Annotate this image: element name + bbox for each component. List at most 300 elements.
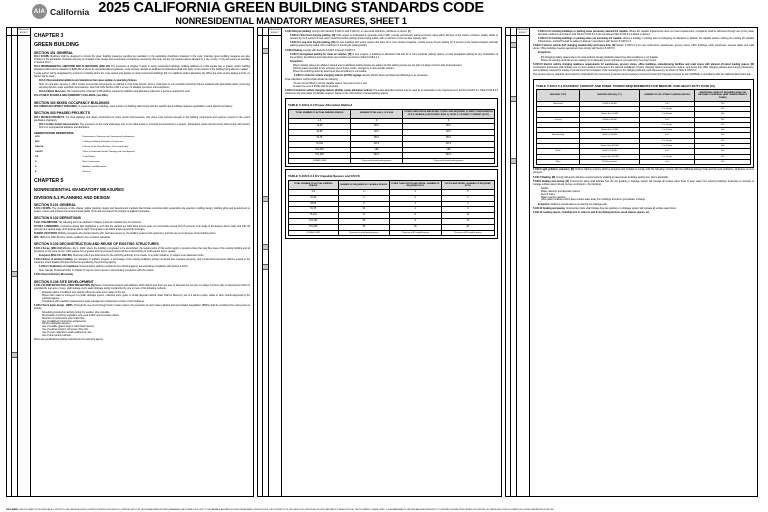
list-item: • Where the enforcing authority determines that compliance is not feasible. (293, 71, 498, 74)
cell-capable: 8 (338, 201, 390, 207)
th-loading-spaces: NUMBER OF OFF-STREET LOADING SPACES (639, 90, 695, 102)
para-5106-5-5 (533, 64, 754, 73)
note-301-3-1: Note: On and after January 1, 2014, certain commercial real property, as defined in Civil Code Section 1101.3, shall have its non-compliant plumbing fixtures replaced with appropriate water conserving plumbing fixtures under specified circumstances. See Civil Code Section 1101.1 et seq. for detailed provisions and exemptions. (39, 84, 250, 90)
column-group-1 (6, 27, 254, 497)
cell-kva: 200 (695, 159, 751, 164)
text-5103-2: For alteration or addition projects, a percentage of the existing building's primary structural and envelope elements, and nonstructural elements shall be reused to the maximum extent feasible and documented as specified by the enforcing agency. (34, 258, 250, 264)
run-in-5106-5-3-4-1: 5.106.5.3.4.1 Existing buildings or parking areas previously deemed EV capable. (538, 31, 629, 34)
cell-loading: 1 or Greater (639, 154, 695, 159)
table-power-caption: TABLE 5.106.5.3.4 Power Allocation Method (288, 102, 353, 107)
cell-loading: 3 or Greater (639, 107, 695, 112)
masthead (6, 2, 762, 26)
list-item: • Retention basins of sufficient size shall be utilized to retain storm water on the site. (42, 292, 250, 295)
run-in-301-4: 301.4 PUBLIC SCHOOLS AND COMMUNITY COLLEGES. (see DSA) (34, 95, 108, 98)
run-in-5106-4: 5.106.4 Bicycle parking. (285, 31, 312, 34)
cell-config: 82.5 (402, 130, 494, 136)
list-item: • Water retention gardens (541, 197, 754, 200)
rail-head-c-2: REVISION / EFFECT (269, 28, 281, 36)
list-exceptions-col2 (293, 65, 498, 74)
run-in-5103-1: 5.103.1 Scope. [BSC-CG] (34, 247, 62, 250)
cell-capable: 13 (338, 207, 390, 213)
text-301-3-2: The requirements of Section 5.408 shall be required for additions and alterations whenever a permit is required for work. (66, 91, 191, 94)
cell-spaces: 101-150 (289, 147, 351, 153)
cell-kva: 400 (695, 107, 751, 112)
table-power-allocation (288, 109, 495, 165)
cell-size: Greater than 50,000 (580, 112, 640, 117)
th-required-ev-capable: NUMBER OF REQUIRED EV CAPABLE SPACES (338, 181, 390, 190)
rail-c-3 (517, 28, 530, 496)
cell-other: 4 (390, 207, 442, 213)
cell-spaces: 151-200 (289, 224, 339, 230)
cell-loading: 3 or Greater (639, 138, 695, 143)
th-additional-capacity: ADDITIONAL CAPACITY REQUIRED (KVA) FOR RACEWAY & SUBPANEL (AND TRANSFORMER IF FUSED) (695, 90, 751, 102)
table-row (289, 159, 495, 164)
title-block (98, 1, 484, 26)
heading-section-5101: SECTION 5.101 GENERAL (34, 202, 77, 207)
abbr-key: E (35, 171, 37, 174)
run-in-def-1: CUTOFF LUMINAIRES. (34, 225, 60, 228)
run-in-5106-4-1: 5.106.4.1 Short-term bicycle parking. [N] (290, 35, 336, 38)
text-5103-2-1: Documentation shall be provided to the enforcing agency demonstrating compliance with Section 5.103.2. (79, 265, 189, 268)
list-item: • Preservation of existing vegetation, soil, seed buffers around surface waters. (42, 315, 250, 318)
cell-kva: 200 (695, 117, 751, 122)
text-303-1: For shell buildings and others constructed for future tenant improvements, only those code sections relevant to the building components and systems covered in the permit application shall apply. (34, 116, 250, 122)
text-def-1: Luminaires whose light distribution is such that the candela per 1000 lamp lumens does not numerically exceed 25 (2.5 percent) at an angle of 90 degrees above nadir, and 100 (10 percent) at a vertical angle of 80 degrees above nadir. This applies to all lateral angles around the luminaire. (34, 225, 250, 231)
text-5106-7: Comply with local ordinance requirements for shading of paved areas including parking lots, where applicable. (555, 176, 670, 179)
cell-office: 4 (441, 207, 494, 213)
list-5106-2 (42, 312, 250, 338)
rail-head-a-2 (258, 28, 262, 36)
list-item: • You are not permitted to use EV capable spaces, low power Level 2, and (293, 83, 498, 86)
cell-size: 20,000 or Greater (580, 159, 640, 164)
cell-type: Office (537, 159, 580, 164)
cell-kva: 112.5 (350, 141, 402, 147)
cell-spaces: 10-25 (289, 124, 351, 130)
text-5106-5-5: Construction documents shall indicate one or more locations convenient to the planned installation of future charging stations reserved for medium- and heavy-duty (MD) charging cabinets and charging dispensers, and a pathway reserved for routing of conduit from the termination of the raceway(s) to the charging cabinet(s) and dispenser(s), as shown in Table 5.106.5.5.1. (533, 66, 754, 72)
cell-kva: 85.0 (350, 135, 402, 141)
run-in-5106-12: 5.106.12 Loading spaces, including turn or return to and from planting buttons, wood cleaner spaces, etc. (533, 211, 650, 214)
cell-config: 10 percent of actual parking spaces (402, 159, 494, 164)
cell-spaces: 201 AND OVER (289, 230, 339, 235)
cell-loading: 1 or Greater (639, 112, 695, 117)
abbr-key: CB (35, 156, 39, 159)
text-5103-1-exc: Structures which are determined by the enforcing authority to be unsafe, or a public nuisance, or subject to an abatement order. (72, 254, 205, 257)
para-5106-7 (533, 177, 754, 180)
cell-office: 2 (441, 195, 494, 201)
text-301-3: The provisions of Chapter 5 apply to newly constructed buildings, building additions of 1,000 square feet or greater, and/or building alterations with a permit valuation of $200,000 or above for nonresidential occupancies. Code sections relevant to additions and alterations shall only apply to the portions of the building being altered or added. (34, 65, 251, 71)
abbr-def: Office of Statewide Health Planning and Development (82, 151, 135, 154)
abbr-def: New Construction (82, 161, 100, 164)
cell-spaces: 51-75 (289, 135, 351, 141)
column-3-text (530, 28, 757, 496)
text-5106-4: Comply with Sections 5.106.4.1 and 5.106.4.2; or meet local ordinance, whichever is stricter. [N] (311, 31, 411, 34)
para-301-1 (34, 56, 250, 65)
table-ev-capable-spaces (288, 180, 495, 236)
heading-abbreviations: ABBREVIATION DEFINITIONS (34, 130, 74, 135)
cell-kva: 180 (350, 147, 402, 153)
para-5106-2 (34, 305, 250, 311)
cell-kva: 0 (350, 118, 402, 124)
cell-office: 0 (441, 190, 494, 196)
th-total-actual-spaces: TOTAL NUMBER OF ACTUAL PARKING SPACES (289, 181, 339, 190)
cell-other: 15 (390, 224, 442, 230)
run-in-302-1: 302.1 MIXED-OCCUPANCY BUILDINGS. (34, 105, 78, 108)
rail-c-2 (269, 28, 282, 496)
run-in-def-2: TENANT-OCCUPANT. (34, 232, 58, 235)
para-5106-12 (533, 212, 754, 215)
abbr-def: Division of the State Architect, Structural Safety (82, 146, 129, 149)
run-in-5106-10: 5.106.10 Grading and paving. (533, 207, 566, 210)
cell-capable: 20 percent of actual parking spaces (338, 230, 390, 235)
cell-other: 9 (390, 219, 442, 225)
run-in-5103-1-exc: Exception (BSC-CG, DSA-SS). (39, 254, 73, 257)
list-item: • EV-Charging loading spaces where the local authority having jurisdiction determines that compliance is not feasible. (541, 57, 754, 60)
table-head (537, 90, 751, 102)
run-in-5106-5-5: 5.106.5.5 Electric vehicle charging readiness requirements for warehouses, grocery stores, office buildings, manufacturing facilities and retail stores with planned off-street loading spaces. [N] (533, 63, 754, 66)
abbr-def: Code Bodies (82, 156, 96, 159)
para-5106-5-4 (533, 45, 754, 51)
cell-other: 2 (390, 195, 442, 201)
cell-size: 20,000 to 50,000 (580, 101, 640, 106)
para-5106-5-1 (290, 54, 498, 60)
cell-config: 112.5 (402, 141, 494, 147)
table-header-row (537, 90, 751, 102)
table-mhd-evse (536, 89, 751, 165)
run-in-301-1: 301.1 SCOPE. (34, 55, 50, 58)
list-item: • Use of cover materials to retain sediment on site. (42, 332, 250, 335)
abbr-key: OSHPD (35, 151, 43, 154)
cell-capable: 25 (338, 219, 390, 225)
cell-config: 180 (402, 147, 494, 153)
cell-kva: 400 (695, 138, 751, 143)
aia-california-logo (32, 4, 89, 19)
para-5106-10 (533, 208, 754, 211)
text-301-1: Buildings shall be designed to include the green building measures specified as mandatory in the application checklists contained in this code. Voluntary green building measures are also included in the application checklists and may be included in the design and construction of structures covered by this code, but are not required unless adopted by a city, county, or city and county as specified in Section 101.7. (34, 55, 250, 64)
list-item: • French drains (541, 194, 754, 197)
list-item: • Compliance with a lawfully enacted storm water management ordinance/or erosion control ordinance. (42, 301, 250, 304)
abbr-def: Additions and Alterations (82, 166, 107, 169)
text-def-2: Building occupants who interact directly with, and have access to, the building systems and equipment, and who are not employees of the building owner. (58, 232, 217, 235)
table-body (289, 190, 495, 236)
text-5102-1: The following terms are defined in Chapter 2 and are included here for reference. (58, 221, 142, 224)
cell-office: 13 (441, 213, 494, 219)
table-header-row (289, 181, 495, 190)
abbr-key: DSA-SS (35, 146, 44, 149)
abbr-key: A (35, 166, 37, 169)
cell-size: 20,000 to 100,000 (580, 133, 640, 138)
cell-office: 20 (441, 224, 494, 230)
def-zev (34, 237, 250, 240)
label-exceptions-col3: Exceptions: (538, 52, 552, 55)
list-item: • Parking spaces provided for the exclusive use of buses, trucks, emergency or other similar vehicles. (293, 68, 498, 71)
para-5103-2-1 (39, 266, 250, 269)
cell-kva: 80.0 (350, 124, 402, 130)
para-301-4 (34, 95, 250, 98)
rail-head-b (12, 28, 17, 36)
text-5106-1: Newly constructed projects and additions which disturb less than one acre of land and are not part of a larger common plan of development which in total disturbs one acre or more, shall manage storm water drainage during construction by one or more of the following methods: (34, 284, 250, 290)
para-5106-5 (285, 50, 498, 53)
para-5106-4-1 (290, 35, 498, 41)
list-power-method (293, 83, 498, 89)
run-in-5106-8-exc: Exception: (538, 203, 550, 206)
cell-kva: 10 percent of actual parking spaces (350, 159, 402, 164)
cell-type: Grocery (537, 117, 580, 122)
abbr-key: BSC (35, 141, 40, 144)
page-subtitle: NONRESIDENTIAL MANDATORY MEASURES, SHEET 1 (175, 16, 407, 26)
column-group-2 (257, 27, 502, 497)
list-item: • Use of sediment basins, silt fences, fiber rolls. (42, 329, 250, 332)
run-in-5106-5-3-4-2: 5.106.5.3.4.2 Existing buildings or parking areas not previously EV capable. (538, 38, 623, 41)
table-ev-caption: TABLE 5.106.5.3.1 EV Capable Spaces and EVCS (288, 174, 360, 179)
table-body (289, 118, 495, 164)
list-item: • Other water measures which keep surface water away from buildings and aid in groundwater recharge. (541, 199, 754, 202)
run-in-5106-5: 5.106.5 Parking. (285, 49, 303, 52)
cell-spaces: 151-200 (289, 153, 351, 159)
cell-capable: 35 (338, 224, 390, 230)
text-5106-5-1-1: Electric Vehicle Signs and Pavement Markings or as necessary. (362, 74, 429, 77)
rail-head-a-3 (506, 28, 510, 36)
cell-size: Greater than 100,000 (580, 144, 640, 149)
abbr-def: California Building Standards Commission (82, 141, 124, 144)
table-head (289, 181, 495, 190)
cell-loading: 3 or Greater (639, 122, 695, 127)
cell-capable: 17 (338, 213, 390, 219)
text-5103-1: Effective July 1, 2024, where the building is proposed to be demolished, the requirements of this section apply to projects where the total floor area of the existing building and all structures on the same lot are 1,000 square feet or greater and the proposed project will be a new building of 1,000 square feet or greater. (34, 247, 250, 253)
abbreviation-rows (34, 135, 250, 175)
label-exceptions-col2: Exceptions: (290, 60, 304, 63)
cell-size: Greater than 50,000 (580, 128, 640, 133)
heading-division-5-1: DIVISION 5.1 PLANNING AND DESIGN (34, 195, 110, 201)
run-in-5106-5-1: 5.106.5.1 Designated parking for clean air vehicles. [N] (290, 53, 352, 56)
cell-config: 80.0 (402, 124, 494, 130)
logo-wordmark: California (50, 6, 90, 17)
cell-kva: 200 (695, 149, 751, 154)
cell-spaces: 76-100 (289, 141, 351, 147)
list-5106-1 (42, 292, 250, 304)
text-def-3: (BSC-CG, DSA-SS) Any vehicle certified to zero emission standards. (39, 236, 111, 239)
column-2-text (282, 28, 501, 496)
cell-capable: 4 (338, 195, 390, 201)
table-mhd-caption: TABLE 5.106.5.5.1 RACEWAY CONDUIT AND PANEL POWER REQUIREMENTS FOR MEDIUM- AND HEAVY-DUTY EVSE [N] (536, 83, 715, 88)
abbr-def: Department of Housing and Community Development (82, 136, 135, 139)
run-in-5106-5-3-4: 5.106.5.3.4 Electric vehicle charging stations (EVCS)- power allocation method. (285, 90, 373, 93)
cell-office: 75 percent of EV capable spaces (441, 230, 494, 235)
list-item: • At least one Level 2 EVSE shall be provided. (293, 86, 498, 89)
para-301-3-1 (39, 80, 250, 83)
run-in-301-3-2: 301.3.2 Waste Diversion. (39, 91, 67, 94)
run-in-5106-4-2: 5.106.4.2 Long-term bicycle parking. [N] (290, 42, 335, 45)
run-in-301-3-1: 301.3.1 Nonresidential additions and alterations that cause updates to plumbing fixtures. (39, 79, 138, 82)
table-header-row (289, 109, 495, 118)
text-5106-5-3-4-2: Where a building or parking area is undergoing an alteration or addition, EV capable spaces, utilizing the existing EV capable infrastructure, and EVCS shall be added or altered in accordance with Section 5.106.5.3.4. (538, 38, 754, 44)
para-303-1-1 (39, 124, 250, 130)
text-5106-5-3-4: The power allocation method may be used as an alternative to the requirements in Section 5.106.5.3.1. Table 5.106.5.3.4 determines the total power in kilowatts required, based on the total number of actual parking spaces. (285, 90, 498, 96)
cell-loading: 1 or Greater (639, 128, 695, 133)
abbr-key: HCD (35, 136, 40, 139)
cell-capable: 0 (338, 190, 390, 196)
run-in-5106-2: 5.106.2 Storm water design - BMPs. (34, 304, 74, 307)
cell-config: 0 (402, 118, 494, 124)
run-in-303-1: 303.1 PHASED PROJECTS. (34, 116, 65, 119)
cell-loading: 1 to 2 (639, 101, 695, 106)
def-tenant-occupant (34, 233, 250, 236)
th-building-size: BUILDING SIZE (SQ. FT.) (580, 90, 640, 102)
run-in-5101-1: 5.101.1 SCOPE. (34, 207, 52, 210)
sheet-columns (6, 27, 762, 497)
run-in-5106-5-4: 5.106.5.4 Electric vehicle (EV) charging medium-duty and heavy-duty. [N] (533, 45, 616, 48)
text-5106-6: Outdoor lighting systems shall be designed and installed to comply with the following: Comply with the California Energy Code and the local ordinance, whichever is more stringent. (533, 169, 754, 175)
para-301-3-2 (39, 91, 250, 94)
list-item: • Use of erodible (gravel bags or catch basin inserts). (42, 326, 250, 329)
list-item: • Diversion of construction storm water flow. (42, 318, 250, 321)
cell-spaces: 51-75 (289, 207, 339, 213)
text-5101-1: The provisions of this chapter outline planning, design and development methods that include environmentally responsible site selection, building design, building siting and development to protect, restore and enhance the environmental quality of the site and respect the integrity of adjacent properties. (34, 207, 250, 213)
run-in-5106-1: 5.106.1 STORM WATER POLLUTION PREVENTION. [N] (34, 284, 95, 287)
cell-spaces: 76-100 (289, 213, 339, 219)
table-row (34, 170, 250, 175)
table-row (289, 230, 495, 235)
cell-office: 14 (441, 219, 494, 225)
note-5103-2: Note: Sample Worksheet WS-1 in Chapter 8 may be used to assist in documenting compliance with this section. (39, 270, 155, 273)
cell-loading: 1 to 2 (639, 149, 695, 154)
para-5103-3 (34, 274, 250, 277)
list-item: • Velocity dissipation devices. (42, 323, 250, 326)
heading-section-5102: SECTION 5.102 DEFINITIONS (34, 216, 81, 221)
text-5106-8: Construction plans shall indicate how the site grading or drainage system will manage all surface water flows to keep water from entering buildings. Examples of methods to manage surface water include, but are not limited to, the following: (533, 180, 754, 186)
heading-section-303: SECTION 303 PHASED PROJECTS (34, 111, 90, 116)
disclaimer-text: THIS DOCUMENT IS PROVIDED AS A COURTESY TO BE USED AS A GUIDE TO ASSIST IN IDENTIFYING WHICH IT COMPLIED WITH THE CALIFORNIA GREEN BUILDING STANDARDS CALIFORNIA CODE. DUE TO THE VARIABLE BETWEEN BUILDING DEPARTMENT JURISDICTIONS, THE CONTENTS IT IS THE USER OR SO INDIVIDUAL PROJECT AND MAY NOT BE ADOPTED BY THE DOCUMENT. PLEASE VERIFY LOCAL AMENDMENTS. NEITHER AIA CALIFORNIA NOR ITS CONTRIBUTORS ARE RESPONSIBLE FOR ERRORS OR OMISSIONS IN THIS DOCUMENT, INCLUDING DERIVATIVES FROM USE. (18, 508, 554, 511)
para-5106-5-3-4-2 (538, 38, 754, 44)
text-5106-4-1: If the project is anticipated to generate visitor traffic, provide permanently anchored bicycle racks within 200 feet of the visitors' entrance, readily visible to passers-by, for 5 percent of new visitor motorized vehicle parking spaces being added, with a minimum of one two-bike capacity rack. (290, 35, 498, 41)
def-cutoff-luminaires (34, 226, 250, 232)
heading-chapter-5: CHAPTER 5 (34, 178, 64, 185)
para-5106-5-5-b: The service panel or subpanel circuit directory shall identify the overcurrent protective device space(s) reserved for future EV charging purposes as 'EV CAPABLE' in accordance with the California Electrical Code. (533, 73, 752, 76)
list-item: • Use of stabilized construction entrance/exit. (42, 321, 250, 324)
para-5106-5-1-1 (294, 75, 498, 78)
text-5106-10: Construction plans shall indicate how site grading or a drainage system will manage all surface water flows. (565, 207, 677, 210)
cell-size: Greater than 100,000 (580, 154, 640, 159)
para-5103-1 (34, 248, 250, 254)
text-302-1: In mixed-occupancy buildings, each portion of a building shall comply with the specific green building measures applicable to each specific occupancy. (78, 105, 233, 108)
abbr-key: N (35, 161, 37, 164)
cell-kva: 400 (695, 144, 751, 149)
heading-section-5106: SECTION 5.106 SITE DEVELOPMENT (34, 279, 94, 284)
heading-section-302: SECTION 302 MIXED OCCUPANCY BUILDINGS (34, 100, 110, 105)
cell-kva: 200 (695, 133, 751, 138)
run-in-303-1-1: 303.1.1 Initial Tenant Improvements. (39, 123, 80, 126)
abbreviation-table (34, 135, 250, 175)
th-office-retail-evcs: OFFICE AND RETAIL: NUMBER OF REQUIRED EVCS (441, 181, 494, 190)
cell-type: Manufacturing (537, 133, 580, 138)
cell-config: 85.0 (402, 135, 494, 141)
page-title: 2025 CALIFORNIA GREEN BUILDING STANDARDS CODE (98, 0, 484, 16)
cell-type: Retail (537, 149, 580, 154)
th-other-evcs: OTHER THAN OFFICE AND RETAIL: NUMBER OF REQUIRED EVCS (390, 181, 442, 190)
para-303-1 (34, 117, 250, 123)
para-301-3 (34, 66, 250, 72)
cell-spaces: 26-50 (289, 201, 339, 207)
disclaimer-label: DISCLAIMER: (6, 508, 19, 511)
footer-disclaimer (6, 509, 762, 511)
cell-kva: 202.5 (350, 153, 402, 159)
heading-section-5103: SECTION 5.103 DECONSTRUCTION AND REUSE OF EXISTING STRUCTURES (34, 242, 159, 247)
cell-other: 3 (390, 201, 442, 207)
cell-spaces: 1-9 (289, 118, 351, 124)
cell-kva: 200 (695, 101, 751, 106)
cell-other: 6 (390, 213, 442, 219)
cell-loading: 1 to 2 (639, 117, 695, 122)
rail-head-b-2 (263, 28, 268, 36)
cell-kva: 400 (695, 122, 751, 127)
table-power-allocation-wrap (285, 98, 498, 167)
para-power-intro: Power allocation method shall include the following: (285, 78, 339, 81)
aia-logo-icon: AIA (32, 4, 47, 19)
run-in-5106-7: 5.106.7 Shading. [N] (533, 176, 556, 179)
text-5106-2: Through the use of soil through wind or water erosion, the prevention of storm water pollution and groundwater degradation (BMPs) shall be considered for each project to include: (34, 304, 250, 310)
th-building-type: BUILDING TYPE (537, 90, 580, 102)
para-5106-8 (533, 181, 754, 187)
text-5106-8-exc: Additions and alterations not altering the drainage path. (550, 203, 608, 206)
cell-size: 20,000 to 50,000 (580, 117, 640, 122)
para-5106-8-exception (538, 204, 754, 207)
heading-chapter-5-sub: NONRESIDENTIAL MANDATORY MEASURES (34, 187, 124, 193)
column-group-3 (505, 27, 758, 497)
run-in-301-3: 301.3 NONRESIDENTIAL ADDITIONS AND ALTERATIONS. (BSC-CG) (34, 65, 111, 68)
cell-other: 25 percent of EV capable spaces (390, 230, 442, 235)
text-303-1-1: The provisions of this code shall apply only to the initial tenant or occupant improvements to a project. Subsequent tenant improvements shall comply with Section 301.3 on nonresidential additions and alterations. (39, 123, 251, 129)
text-5106-5: Comply with Sections 5.106.5.1 through 5.106.5.3. (303, 49, 356, 52)
run-in-5103-3: 5.103.3 Deconstruction. [Reserved] (34, 274, 73, 277)
cell-spaces: 101-150 (289, 219, 339, 225)
table-row (537, 159, 751, 164)
heading-chapter-3: CHAPTER 3 (34, 33, 64, 39)
rail-head-a (7, 28, 11, 36)
para-5106-closing: Plans and specifications shall be submitted to the enforcing agency. (34, 339, 104, 342)
cell-kva: 82.5 (350, 130, 402, 136)
run-in-5106-8: 5.106.8 Grading and paving. [N] (533, 180, 569, 183)
cell-spaces: 1-9 (289, 190, 339, 196)
th-total-spaces: TOTAL NUMBER OF ACTUAL PARKING SPACES (289, 109, 351, 118)
para-5106-1 (34, 285, 250, 291)
list-item: • Where storm water is conveyed to a public drainage system, collection point, gutter or similar disposal method, water shall be filtered by use of a barrier system, wattle or other method approved by the enforcing agency. (42, 295, 250, 301)
cell-loading: 1 to 2 (639, 159, 695, 164)
cell-config: 202.5 (402, 153, 494, 159)
list-item: • Swales (541, 188, 754, 191)
cell-kva: 400 (695, 112, 751, 117)
para-5106-4-2 (290, 42, 498, 48)
list-5106-8 (541, 188, 754, 203)
list-exceptions-col3 (541, 57, 754, 63)
para-5106-6 (533, 169, 754, 175)
para-5106-4 (285, 31, 498, 34)
cell-type: Warehouse (537, 101, 580, 106)
list-item: • Where the existing electrical service capacity is not adequate and an upgrade is not required by the project scope. (541, 60, 754, 63)
list-item: • Water collection and disposal systems (541, 191, 754, 194)
rail-head-c-3: REVISION / EFFECT (517, 28, 529, 36)
cell-kva: 400 (695, 154, 751, 159)
table-ev-capable-wrap (285, 169, 498, 238)
run-in-def-3: EPA. (34, 236, 40, 239)
rail-c-1 (18, 28, 31, 496)
run-in-5103-2-1: 5.103.2.1 Verification of compliance. (39, 265, 79, 268)
th-other-config: OTHER THAN OFFICE AND RETAIL: TOTAL LOAD REQUIRED TO MEET CONFIGURATION OF EV CAPABLE (LOW POWER LEVEL 2), LEVEL 2, OR DIRECT CURRENT (DCFC) (402, 109, 494, 118)
list-item: • Where parking spaces are added or altered and no additional parking spaces are added, and the parking spaces are not part of a larger common plan of development. (293, 65, 498, 68)
heading-green-building: GREEN BUILDING (34, 42, 79, 48)
cell-other: 0 (390, 190, 442, 196)
run-in-5106-5-1-1: 5.106.5.1.1 Electric vehicle charging stations (EVCS) signage. (294, 74, 362, 77)
abbr-def: Existing (82, 171, 91, 174)
cell-loading: 1 to 2 (639, 133, 695, 138)
